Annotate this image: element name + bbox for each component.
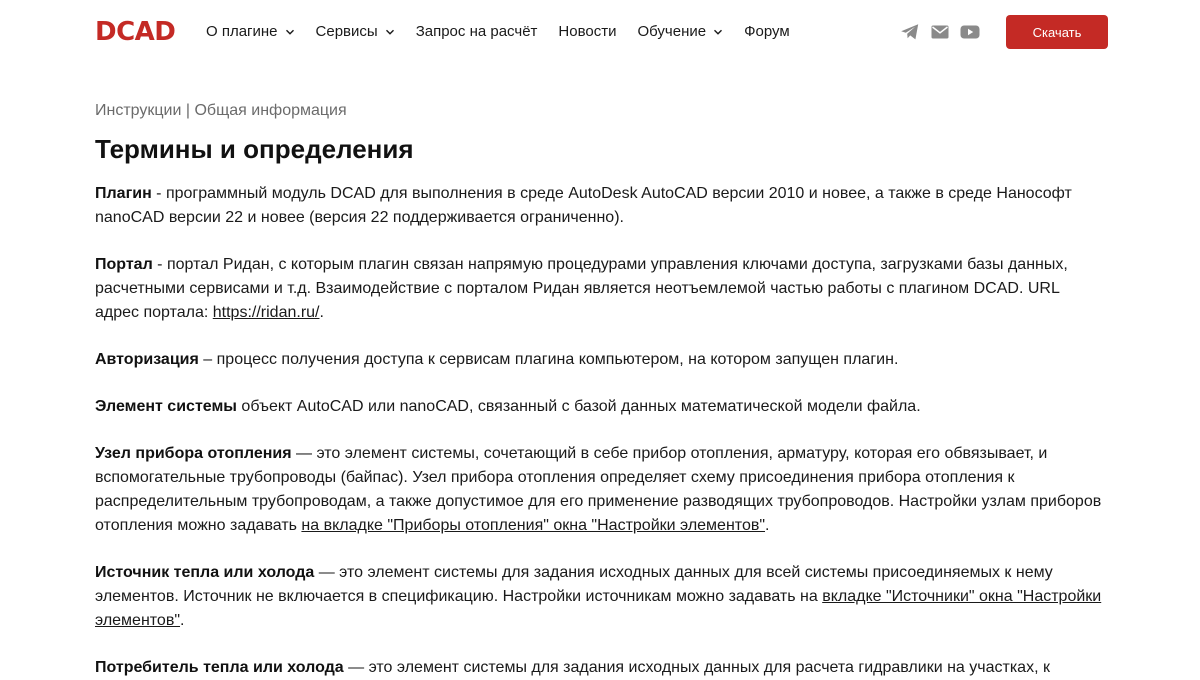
portal-url-link[interactable]: https://ridan.ru/ — [212, 304, 320, 321]
definition-system-element — [95, 395, 1105, 419]
definition-text: объект AutoCAD или nanoCAD, связанный с базой данных математической модели файла. — [236, 398, 921, 415]
nav-item-label: Запрос на расчёт — [415, 23, 538, 40]
definition-heat-consumer — [95, 656, 1105, 680]
nav-item-label: Форум — [744, 23, 790, 40]
nav-item-learning[interactable] — [637, 22, 723, 42]
youtube-icon — [960, 25, 980, 39]
breadcrumb-separator: | — [181, 102, 195, 119]
definition-authorization — [95, 348, 1105, 372]
heaters-tab-link[interactable]: на вкладке "Приборы отопления" окна "Настройки элементов" — [301, 517, 766, 534]
definition-text: - портал Ридан, с которым плагин связан напрямую процедурами управления ключами доступа, загрузками базы данных, расчетными сервисами и т.д. Взаимодействие с порталом Ридан является неотъемлемой частью работы с плагином DCAD. URL адрес портала: — [95, 256, 1068, 321]
nav-item-label: Сервисы — [315, 23, 378, 40]
telegram-icon — [900, 23, 920, 41]
sources-tab-link[interactable]: вкладке "Источники" окна "Настройки элементов" — [95, 588, 1102, 629]
definition-portal — [95, 253, 1105, 325]
chevron-down-icon — [385, 27, 395, 37]
main-nav — [206, 22, 811, 42]
site-header — [0, 0, 1200, 64]
article — [95, 100, 1105, 680]
term: Портал — [95, 256, 153, 273]
breadcrumb-current[interactable]: Общая информация — [194, 102, 347, 119]
social-links — [900, 22, 990, 42]
term: Потребитель тепла или холода — [95, 659, 344, 676]
nav-item-news[interactable] — [558, 22, 616, 42]
nav-item-calc-request[interactable] — [416, 22, 538, 42]
nav-item-label: Обучение — [637, 23, 707, 40]
chevron-down-icon — [285, 27, 295, 37]
mail-icon — [931, 25, 949, 39]
download-button[interactable]: Скачать — [1006, 15, 1108, 49]
definition-text: – процесс получения доступа к сервисам плагина компьютером, на котором запущен плагин. — [198, 351, 899, 368]
definition-text: — это элемент системы для задания исходных данных для расчета гидравлики на участках, к — [343, 659, 1050, 676]
definition-heat-source — [95, 561, 1105, 633]
telegram-link[interactable] — [900, 22, 920, 42]
breadcrumb-parent[interactable]: Инструкции — [95, 102, 182, 119]
definition-text-end: . — [180, 612, 185, 629]
mail-link[interactable] — [930, 22, 950, 42]
nav-item-label: Новости — [558, 23, 617, 40]
dcad-logo[interactable]: DCAD — [95, 17, 176, 47]
nav-item-label: О плагине — [206, 23, 278, 40]
nav-item-services[interactable] — [316, 22, 395, 42]
definition-text: — это элемент системы для задания исходных данных для всей системы присоединяемых к нему элементов. Источник не включается в спецификацию. Настройки источникам можно задавать на — [95, 564, 1053, 605]
nav-item-about[interactable] — [206, 22, 295, 42]
youtube-link[interactable] — [960, 22, 980, 42]
breadcrumb — [95, 100, 1105, 122]
term: Элемент системы — [95, 398, 237, 415]
definition-text-end: . — [319, 304, 324, 321]
page-title: Термины и определения — [95, 134, 414, 164]
chevron-down-icon — [713, 27, 723, 37]
nav-item-forum[interactable] — [744, 22, 790, 42]
definition-plugin — [95, 182, 1105, 230]
definition-text: - программный модуль DCAD для выполнения в среде AutoDesk AutoCAD версии 2010 и новее, а также в среде Нанософт nanoCAD версии 22 и новее (версия 22 поддерживается ограниченно). — [95, 185, 1072, 226]
definition-heater-node — [95, 442, 1105, 538]
definition-text: — это элемент системы, сочетающий в себе прибор отопления, арматуру, которая его обвязывает, и вспомогательные трубопроводы (байпас). Узел прибора отопления определяет схему присоединения прибора отопления к распределительным трубопроводам, а также допустимое для его применение разводящих трубопроводов. Настройки узлам приборов отопления можно задавать — [95, 445, 1102, 534]
term: Узел прибора отопления — [95, 445, 292, 462]
term: Плагин — [95, 185, 152, 202]
definition-text-end: . — [765, 517, 770, 534]
term: Авторизация — [95, 351, 199, 368]
term: Источник тепла или холода — [95, 564, 315, 581]
